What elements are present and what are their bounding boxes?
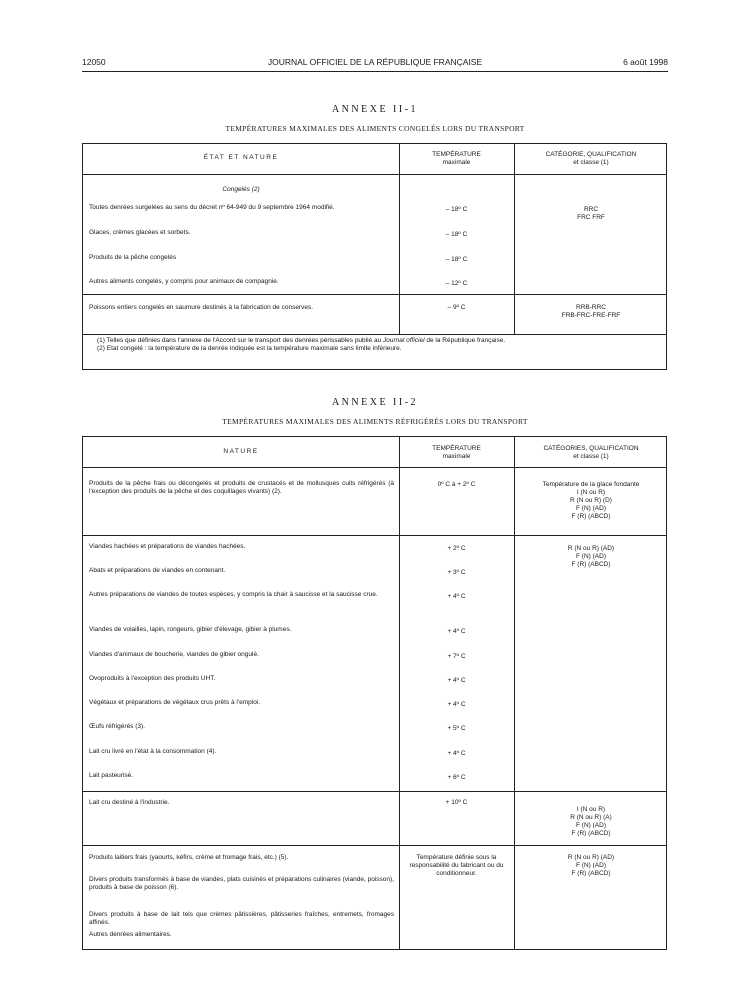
annex2-row-nature: Produits laitiers frais (yaourts, kéfirs, crème et fromage frais, etc.) (5). bbox=[89, 854, 289, 861]
annex2-category: R (N ou R) (A) bbox=[570, 814, 612, 821]
annex1-row-nature: Produits de la pêche congelés bbox=[89, 254, 177, 261]
annex2-row-temp: + 5º C bbox=[447, 725, 466, 732]
annex1-row-temp: – 18º C bbox=[445, 206, 468, 213]
annex2-category: R (N ou R) (D) bbox=[570, 497, 612, 504]
annex2-row-temp: + 7º C bbox=[447, 653, 466, 660]
annex1-notes bbox=[89, 337, 660, 353]
publication-date: 6 août 1998 bbox=[623, 57, 668, 67]
annex2-category: R (N ou R) (AD) bbox=[567, 854, 615, 861]
annex1-subtitle: TEMPÉRATURES MAXIMALES DES ALIMENTS CONGELÉS LORS DU TRANSPORT bbox=[225, 124, 525, 133]
annex2-row-nature: Lait cru destiné à l'industrie. bbox=[89, 799, 170, 806]
annex2-category: F (N) (AD) bbox=[576, 553, 606, 560]
annex2-subtitle: TEMPÉRATURES MAXIMALES DES ALIMENTS RÉFRIGÉRÉS LORS DU TRANSPORT bbox=[222, 417, 528, 426]
annex2-row-temp: + 2º C bbox=[447, 545, 466, 552]
annex2-row-temp: + 4º C bbox=[447, 628, 466, 635]
annex1-row-nature: Autres aliments congelés, y compris pour animaux de compagnie. bbox=[89, 278, 279, 285]
annex2-row-nature: Lait pasteurisé. bbox=[89, 772, 134, 779]
annex1-col3-header: CATÉGORIE, QUALIFICATION bbox=[545, 151, 637, 158]
annex2-row-temp: + 4º C bbox=[447, 677, 466, 684]
annex2-col2-header: TEMPÉRATURE bbox=[432, 445, 481, 452]
annex2-category: I (N ou R) bbox=[576, 489, 606, 496]
annex1-section-label: Congelés (2) bbox=[222, 186, 260, 193]
annex2-row-nature: Viandes hachées et préparations de viandes hachées. bbox=[89, 543, 246, 550]
annex2-row-temp: + 4º C bbox=[447, 701, 466, 708]
annex1-category: RRB-RRC bbox=[576, 304, 606, 311]
page-header bbox=[82, 57, 668, 71]
annex1-col2-header: TEMPÉRATURE bbox=[432, 151, 481, 158]
annex2-row-temp: Température définie sous la responsabilité du fabricant ou du conditionneur. bbox=[409, 854, 504, 877]
annex2-category: I (N ou R) bbox=[576, 806, 606, 813]
annex2-row-temp: + 4º C bbox=[447, 593, 466, 600]
annex1-table bbox=[82, 143, 667, 370]
annex2-row-nature: Viandes de volailles, lapin, rongeurs, gibier d'élevage, gibier à plumes. bbox=[89, 626, 292, 633]
annex2-row-nature: Abats et préparations de viandes en contenant. bbox=[89, 567, 226, 574]
header-rule bbox=[82, 71, 668, 72]
annex2-col3-header: CATÉGORIES, QUALIFICATION bbox=[543, 445, 639, 452]
annex1-category: FRC FRF bbox=[577, 214, 605, 221]
annex2-row-nature: Lait cru livré en l'état à la consommation (4). bbox=[89, 748, 217, 755]
annex1-row-nature: Toutes denrées surgelées au sens du décret nº 64-949 du 9 septembre 1964 modifié. bbox=[89, 204, 335, 211]
annex2-row-nature: Végétaux et préparations de végétaux crus prêts à l'emploi. bbox=[89, 699, 261, 706]
annex1-col1-header: ÉTAT ET NATURE bbox=[203, 154, 279, 161]
annex2-title: ANNEXE II-2 bbox=[331, 397, 419, 408]
annex2-row-temp: + 4º C bbox=[447, 750, 466, 757]
annex1-col2-header-sub: maximale bbox=[442, 158, 471, 166]
annex1-note2: (2) Etat congelé : la température de la denrée indiquée est la température maximale sans limite inférieure. bbox=[97, 345, 402, 352]
annex2-category: F (R) (ABCD) bbox=[571, 561, 611, 568]
annex2-row-temp: 0º C à + 2º C bbox=[437, 481, 476, 488]
annex2-category: F (R) (ABCD) bbox=[571, 830, 611, 837]
annex2-table bbox=[82, 436, 667, 950]
annex1-row-temp: – 9º C bbox=[447, 304, 466, 311]
annex2-row-temp: + 10º C bbox=[445, 799, 468, 806]
annex2-row-temp: + 3º C bbox=[447, 569, 466, 576]
annex2-category: F (R) (ABCD) bbox=[571, 870, 611, 877]
annex2-col2-header-sub: maximale bbox=[442, 452, 471, 460]
annex2-row-nature: Autres préparations de viandes de toutes espèces, y compris la chair à saucisse et la saucisse crue. bbox=[89, 591, 378, 598]
annex2-row-nature: Œufs réfrigérés (3). bbox=[89, 723, 145, 730]
annex1-row-nature: Glaces, crèmes glacées et sorbets. bbox=[89, 229, 191, 236]
annex1-category: FRB-FRC-FRE-FRF bbox=[561, 312, 621, 319]
annex2-col3-header-sub: et classe (1) bbox=[573, 452, 609, 460]
annex2-category: F (N) (AD) bbox=[576, 862, 606, 869]
annex2-category: R (N ou R) (AD) bbox=[567, 545, 615, 552]
annex2-row-nature: Autres denrées alimentaires. bbox=[89, 931, 172, 938]
annex2-category: F (N) (AD) bbox=[576, 505, 606, 512]
page-number: 12050 bbox=[82, 57, 106, 67]
annex1-col3-header-sub: et classe (1) bbox=[573, 158, 609, 166]
annex2-row-nature: Divers produits à base de lait tels que crèmes pâtissières, pâtisseries fraîches, entremets, fromages affinés. bbox=[89, 911, 394, 926]
annex1-note1-end: de la République française. bbox=[426, 337, 506, 344]
annex2-row-nature: Viandes d'animaux de boucherie, viandes de gibier ongulé. bbox=[89, 651, 259, 658]
annex1-note1-italic: Journal officiel bbox=[383, 337, 425, 344]
annex1-row-temp: – 12º C bbox=[445, 280, 468, 287]
annex1-row-nature: Poissons entiers congelés en saumure destinés à la fabrication de conserves. bbox=[89, 304, 314, 311]
annex2-category: F (R) (ABCD) bbox=[571, 513, 611, 520]
annex2-col1-header: NATURE bbox=[223, 448, 259, 455]
annex1-note1: (1) Telles que définies dans l'annexe de l'Accord sur le transport des denrées périssables publié au bbox=[97, 337, 382, 344]
annex1-row-temp: – 18º C bbox=[445, 256, 468, 263]
annex2-category: F (N) (AD) bbox=[576, 822, 606, 829]
annex2-row-nature: Ovoproduits à l'exception des produits UHT. bbox=[89, 675, 216, 682]
annex2-category: Température de la glace fondante bbox=[542, 481, 640, 488]
annex2-row-temp: + 6º C bbox=[447, 774, 466, 781]
annex1-category: RRC bbox=[583, 206, 599, 213]
annex2-row-nature: Divers produits transformés à base de viandes, plats cuisinés et préparations culinaires (viande, poisson), produits à base de poisson (6). bbox=[89, 876, 394, 891]
journal-title: JOURNAL OFFICIEL DE LA RÉPUBLIQUE FRANÇAISE bbox=[267, 57, 483, 67]
annex2-row-nature: Produits de la pêche frais ou décongelés et produits de crustacés et de mollusques cuits réfrigérés (à l'exception des produits de la pêche et des coquillages vivants) (2). bbox=[89, 480, 394, 495]
annex1-title: ANNEXE II-1 bbox=[331, 104, 419, 115]
annex1-row-temp: – 18º C bbox=[445, 231, 468, 238]
